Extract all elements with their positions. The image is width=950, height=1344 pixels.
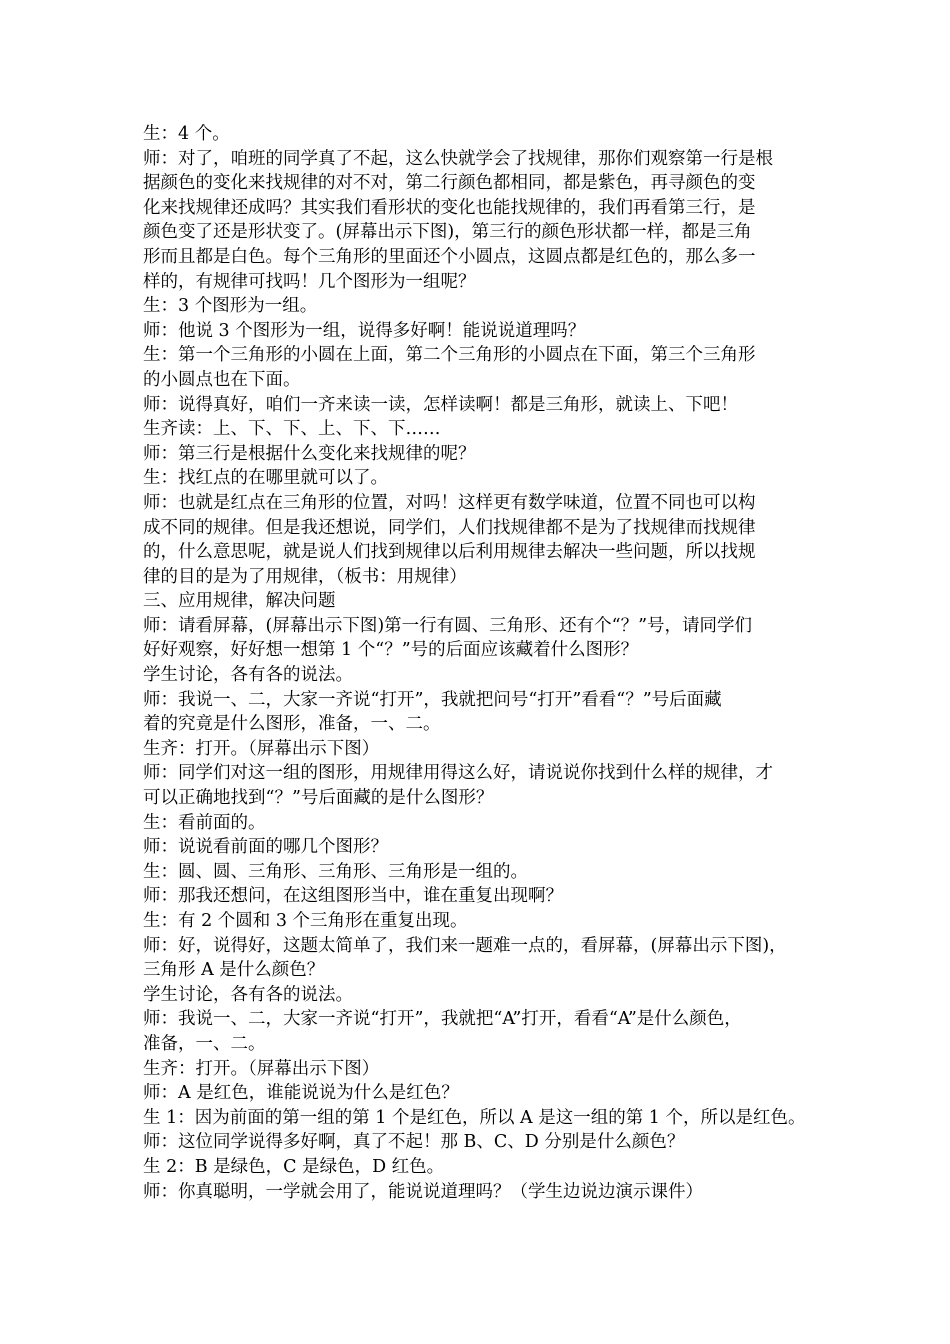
text-line: 颜色变了还是形状变了。(屏幕出示下图)，第三行的颜色形状都一样，都是三角: [143, 222, 752, 243]
text-line: 可以正确地找到“？”号后面藏的是什么图形？: [143, 788, 494, 809]
text-line: 师：这位同学说得多好啊，真了不起！那 B、C、D 分别是什么颜色？: [143, 1132, 685, 1153]
text-line: 生齐：打开。（屏幕出示下图）: [143, 738, 380, 759]
text-line: 师：对了，咱班的同学真了不起，这么快就学会了找规律，那你们观察第一行是根: [143, 148, 773, 169]
text-line: 形而且都是白色。每个三角形的里面还个小圆点，这圆点都是红色的，那么多一: [143, 246, 756, 267]
text-line: 着的究竟是什么图形，准备，一、二。: [143, 714, 441, 735]
text-line: 好好观察，好好想一想第 1 个“？”号的后面应该藏着什么图形？: [143, 640, 639, 661]
text-line: 师：好，说得好，这题太简单了，我们来一题难一点的，看屏幕，(屏幕出示下图)，: [143, 935, 787, 956]
text-line: 的，什么意思呢，就是说人们找到规律以后利用规律去解决一些问题，所以找规: [143, 542, 756, 563]
text-line: 师：第三行是根据什么变化来找规律的呢？: [143, 443, 476, 464]
text-line: 生：找红点的在哪里就可以了。: [143, 468, 388, 489]
text-line: 样的，有规律可找吗！几个图形为一组呢？: [143, 271, 476, 292]
text-line: 师：你真聪明，一学就会用了，能说说道理吗？（学生边说边演示课件）: [143, 1181, 703, 1202]
text-line: 的小圆点也在下面。: [143, 369, 301, 390]
text-line: 生：圆、圆、三角形、三角形、三角形是一组的。: [143, 861, 528, 882]
text-line: 生：3 个图形为一组。: [143, 296, 318, 317]
document-body: [143, 122, 823, 1204]
text-line: 师：他说 3 个图形为一组，说得多好啊！能说说道理吗？: [143, 320, 586, 341]
text-line: 师：那我还想问，在这组图形当中，谁在重复出现啊？: [143, 886, 563, 907]
text-line: 准备，一、二。: [143, 1033, 266, 1054]
text-line: 生：4 个。: [143, 124, 230, 144]
text-line: 生：第一个三角形的小圆在上面，第二个三角形的小圆点在下面，第三个三角形: [143, 345, 756, 366]
text-line: 生 1：因为前面的第一组的第 1 个是红色，所以 A 是这一组的第 1 个，所以是红色。: [143, 1107, 806, 1128]
text-line: 据颜色的变化来找规律的对不对，第二行颜色都相同，都是紫色，再寻颜色的变: [143, 173, 756, 194]
text-line: 生：有 2 个圆和 3 个三角形在重复出现。: [143, 911, 468, 931]
text-line: 师：说得真好，咱们一齐来读一读，怎样读啊！都是三角形，就读上、下吧！: [143, 394, 738, 415]
text-line: 生齐读：上、下、下、上、下、下……: [143, 419, 441, 440]
text-line: 三角形 A 是什么颜色？: [143, 960, 325, 981]
text-line: 学生讨论，各有各的说法。: [143, 665, 353, 686]
text-line: 生 2：B 是绿色，C 是绿色，D 红色。: [143, 1156, 445, 1177]
text-line: 师：请看屏幕，(屏幕出示下图)第一行有圆、三角形、还有个“？”号，请同学们: [143, 615, 753, 636]
text-line: 生：看前面的。: [143, 812, 266, 833]
text-line: 成不同的规律。但是我还想说，同学们，人们找规律都不是为了找规律而找规律: [143, 517, 756, 538]
text-line: 师：我说一、二，大家一齐说“打开”，我就把问号“打开”看看“？”号后面藏: [143, 689, 722, 710]
text-line: 师：A 是红色，谁能说说为什么是红色？: [143, 1083, 459, 1104]
section-heading: 三、应用规律，解决问题: [143, 591, 336, 612]
text-line: 师：我说一、二，大家一齐说“打开”，我就把“A”打开，看看“A”是什么颜色，: [143, 1009, 742, 1030]
text-line: 生齐：打开。（屏幕出示下图）: [143, 1058, 380, 1079]
text-line: 化来找规律还成吗？其实我们看形状的变化也能找规律的，我们再看第三行，是: [143, 197, 756, 218]
text-line: 律的目的是为了用规律，（板书：用规律）: [143, 566, 467, 587]
text-line: 师：同学们对这一组的图形，用规律用得这么好，请说说你找到什么样的规律，才: [143, 763, 773, 784]
text-line: 学生讨论，各有各的说法。: [143, 984, 353, 1005]
text-line: 师：也就是红点在三角形的位置，对吗！这样更有数学味道，位置不同也可以构: [143, 492, 756, 513]
text-line: 师：说说看前面的哪几个图形？: [143, 837, 388, 858]
